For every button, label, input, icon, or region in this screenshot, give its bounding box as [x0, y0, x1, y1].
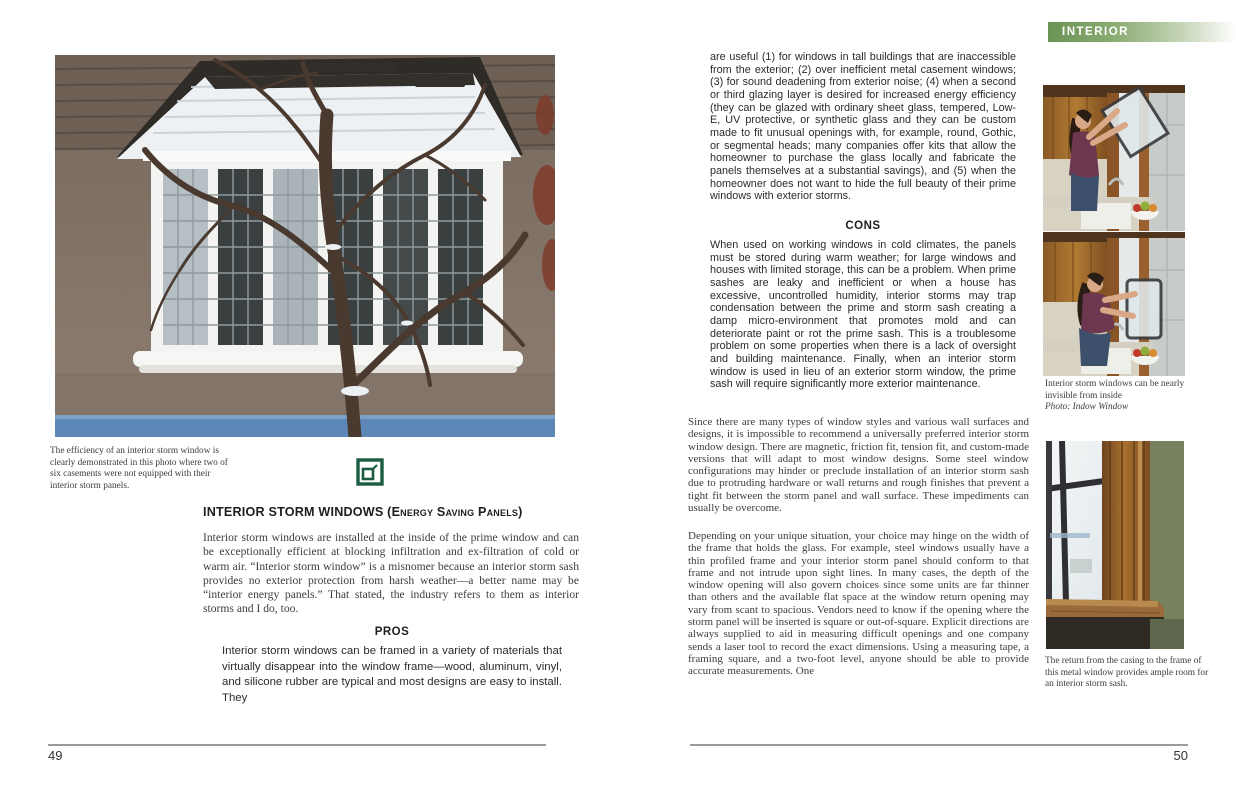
bay-window-caption: The efficiency of an interior storm window is clearly demonstrated in this photo where two of six casements were not equipped with their interior storm panels.	[50, 446, 228, 491]
body-paragraph-2: Depending on your unique situation, your choice may hinge on the width of the frame that holds the glass. For example, steel windows usually have a thin profiled frame and your interior storm panel should conform to that frame and not intrude upon sight lines. In many cases, the depth of the window opening will also govern choices since some units are far thinner than others and the available flat space at the window return opening may vary from scant to spacious. Vendors need to know if the opening where the storm panel will be inserted is square or out-of-square. Explicit directions are always supplied to aid in measuring difficult openings and one company sends a laser tool to record the exact dimensions. Using a measuring tape, a framing square, and a two-foot level, anyone should be able to provide accurate measurements. One	[688, 530, 1029, 678]
left-page-number: 49	[48, 748, 63, 763]
bay-window-photo	[55, 55, 555, 437]
window-return-caption: The return from the casing to the frame of this metal window provides ample room for an interior storm sash.	[1045, 656, 1209, 690]
left-footer-rule	[48, 744, 546, 746]
section-tag-label: INTERIOR	[1062, 26, 1129, 38]
cons-heading: CONS	[845, 220, 881, 232]
publisher-window-logo-icon	[354, 456, 386, 488]
kitchen-install-photo-bottom	[1043, 232, 1185, 376]
section-heading-main: INTERIOR STORM WINDOWS	[203, 505, 388, 519]
window-return-photo	[1046, 441, 1184, 649]
intro-paragraph: Interior storm windows are installed at the inside of the prime window and can be exceptionally efficient at blocking infiltration and ex-filtration of cold or warm air. “Interior storm window” is a misnomer because an interior storm sash provides no exterior protection from harsh weather—a better name may be “interior energy panels.” That stated, the industry refers to them as interior storms and I do, too.	[203, 531, 579, 616]
section-heading	[203, 505, 523, 519]
right-page-number: 50	[1173, 748, 1188, 763]
kitchen-photos-credit: Photo: Indow Window	[1045, 402, 1129, 413]
body-paragraph-1: Since there are many types of window styles and various wall surfaces and designs, it is impossible to recommend a universally preferred interior storm window design. There are magnetic, friction fit, tension fit, and custom-made versions that will adapt to most window designs. Some steel window configurations may hinder or preclude installation of an interior storm sash due to protruding hardware or wall returns and rough finishes that prevent a tight fit between the storm panel and wall surface. These impediments can usually be overcome.	[688, 416, 1029, 515]
pros-heading: PROS	[374, 626, 410, 638]
section-tag-bar	[1048, 22, 1236, 42]
pros-paragraph: Interior storm windows can be framed in a variety of materials that virtually disappear into the window frame—wood, aluminum, vinyl, and silicone rubber are typical and most designs are easy to install. They	[222, 645, 562, 704]
right-footer-rule	[690, 744, 1188, 746]
section-heading-paren: (Energy Saving Panels)	[387, 505, 523, 519]
cons-paragraph: When used on working windows in cold climates, the panels must be stored during warm weather; for large windows and houses with limited storage, this can be a problem. When prime sashes are leaky and inefficient or when a house has excessive, uncontrolled humidity, interior storms may trap condensation between the prime and storm sash creating a damp micro-environment that promotes mold and can deteriorate paint or rot the prime sash. This is a troublesome problem on some properties when there is a lack of oversight and building maintenance. Finally, when an interior storm window is used in lieu of an exterior storm window, the prime sash will require significantly more exterior maintenance.	[710, 239, 1016, 391]
bay-window-illustration	[55, 55, 555, 437]
kitchen-photos-caption-text: Interior storm windows can be nearly invisible from inside	[1045, 379, 1185, 401]
kitchen-photos-caption	[1045, 379, 1205, 414]
kitchen-install-photo-top	[1043, 85, 1185, 231]
pros-continued-paragraph: are useful (1) for windows in tall buildings that are inaccessible from the exterior; (2) over inefficient metal casement windows; (3) for sound deadening from exterior noise; (4) when a second or third glazing layer is desired for increased energy efficiency (they can be glazed with ordinary sheet glass, tempered, Low-E, UV protective, or synthetic glass and they can be custom made to fit unusual openings with, for example, round, Gothic, or segmental heads; many companies offer kits that allow the homeowner to purchase the glass locally and fabricate the panels themselves at a substantial savings), and (5) when the homeowner does not want to hide the full beauty of their prime windows with exterior storms.	[710, 51, 1016, 203]
